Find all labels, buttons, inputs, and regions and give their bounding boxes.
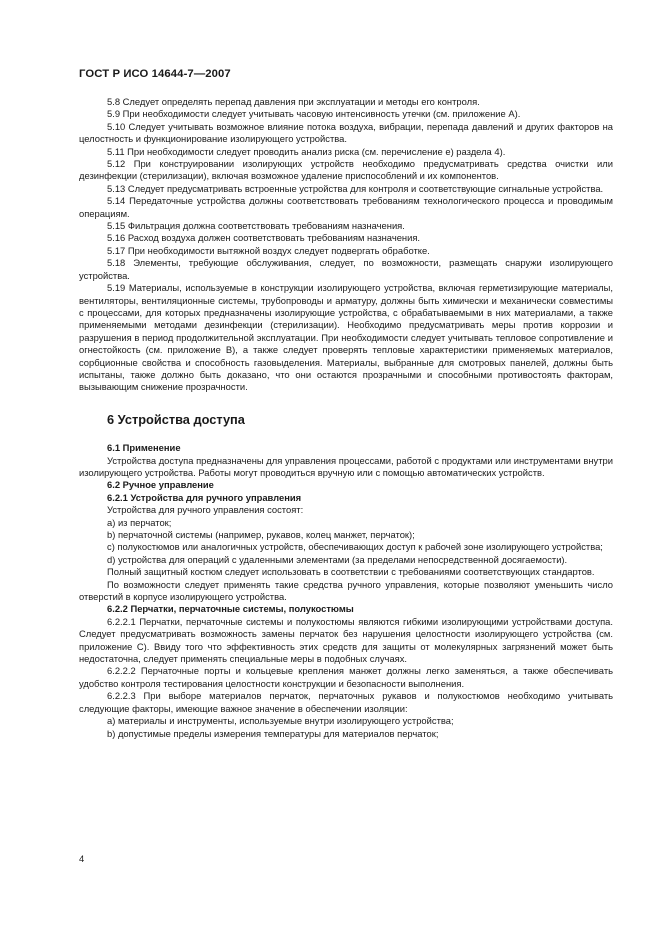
section-6-title: 6 Устройства доступа (107, 411, 245, 427)
paragraph: 5.19 Материалы, используемые в конструкции изолирующего устройства, включая герметизирующие материалы, вентиляторы, вентиляционные системы, трубопроводы и арматуру, должны быть химически и механически совместимы с процессами, для которых предназначены изолирующие устройства, с обрабатываемыми в них материалами, а также применяемыми методами дезинфекции (стерилизации). Необходимо предусматривать меры против коррозии и разрушения в период продолжительной эксплуатации. При необходимости следует учитывать тепловое сопротивление и огнестойкость (см. приложение В), а также следует проверять тепловые характеристики применяемых материалов, сорбционные свойства и способность газовыделения. Материалы, выбранные для смотровых панелей, должны быть испытаны, также должно быть доказано, что они остаются прозрачными и способными противостоять факторам, вызывающим снижение прозрачности. (79, 282, 613, 393)
paragraph: 5.14 Передаточные устройства должны соответствовать требованиям технологического процесса и проводимым операциям. (79, 195, 613, 219)
page-number: 4 (79, 853, 85, 864)
paragraph: Устройства доступа предназначены для управления процессами, работой с продуктами или инструментами внутри изолирующего устройства. Работы могут проводиться вручную или с помощью автоматических устройств. (79, 454, 613, 478)
section-5-items (79, 96, 613, 394)
paragraph: 5.8 Следует определять перепад давления при эксплуатации и методы его контроля. (107, 96, 480, 107)
document-body (79, 96, 613, 740)
paragraph: 5.18 Элементы, требующие обслуживания, следует, по возможности, размещать снаружи изолирующего устройства. (79, 257, 613, 281)
paragraph: 6.2.2.1 Перчатки, перчаточные системы и полукостюмы являются гибкими изолирующими устройствами доступа. Следует предусматривать возможность замены перчаток без нарушения целостности изолирующего устройства (см. приложение С). Ввиду того что эффективность этих средств для защиты от молекулярных загрязнений может быть недостаточна, следует применять специальные меры в подобных случаях. (79, 615, 613, 665)
paragraph: d) устройства для операций с удаленными элементами (за пределами непосредственной досягаемости). (107, 553, 568, 565)
paragraph: 5.9 При необходимости следует учитывать часовую интенсивность утечки (см. приложение А). (107, 108, 521, 120)
subsection-heading: 6.2 Ручное управление (107, 479, 214, 491)
paragraph: 6.2.2.3 При выборе материалов перчаток, перчаточных рукавов и полукостюмов необходимо учитывать следующие факторы, имеющие важное значение в обеспечении изоляции: (79, 690, 613, 714)
paragraph: 5.16 Расход воздуха должен соответствовать требованиям назначения. (107, 232, 421, 244)
paragraph: a) материалы и инструменты, используемые внутри изолирующего устройства; (107, 715, 454, 727)
document-header: ГОСТ Р ИСО 14644-7—2007 (79, 68, 231, 80)
paragraph: По возможности следует применять такие средства ручного управления, которые позволяют уменьшить число отверстий в корпусе изолирующего устройства. (79, 578, 613, 603)
paragraph: c) полукостюмов или аналогичных устройств, обеспечивающих доступ к рабочей зоне изолирующего устройства; (107, 541, 603, 553)
paragraph: b) допустимые пределы измерения температуры для материалов перчаток; (107, 727, 439, 739)
paragraph: 5.10 Следует учитывать возможное влияние потока воздуха, вибрации, перепада давлений и других факторов на целостность и функционирование изолирующего устройства. (79, 120, 613, 145)
paragraph: a) из перчаток; (107, 516, 172, 528)
paragraph: 5.15 Фильтрация должна соответствовать требованиям назначения. (107, 220, 405, 232)
paragraph: Полный защитный костюм следует использовать в соответствии с требованиями соответствующих стандартов. (107, 566, 595, 578)
section-6-body (79, 442, 613, 740)
paragraph: 5.17 При необходимости вытяжной воздух следует подвергать обработке. (107, 244, 430, 256)
subsection-heading: 6.2.1 Устройства для ручного управления (107, 491, 302, 503)
paragraph: 6.2.2.2 Перчаточные порты и кольцевые крепления манжет должны легко заменяться, а также обеспечивать удобство контроля тестирования целостности конструкции и безопасности выполнения. (79, 665, 613, 689)
paragraph: b) перчаточной системы (например, рукавов, колец манжет, перчаток); (107, 529, 415, 540)
subsection-heading: 6.1 Применение (107, 442, 181, 454)
paragraph: 5.12 При конструировании изолирующих устройств необходимо предусматривать средства очистки или дезинфекции (стерилизации), включая возможное удаление приспособлений и их компонентов. (79, 158, 613, 182)
subsection-heading: 6.2.2 Перчатки, перчаточные системы, полукостюмы (107, 603, 354, 615)
paragraph: 5.13 Следует предусматривать встроенные устройства для контроля и соответствующие сигнальные устройства. (107, 182, 604, 194)
paragraph: Устройства для ручного управления состоят: (107, 504, 304, 516)
paragraph: 5.11 При необходимости следует проводить анализ риска (см. перечисление е) раздела 4). (107, 145, 506, 157)
